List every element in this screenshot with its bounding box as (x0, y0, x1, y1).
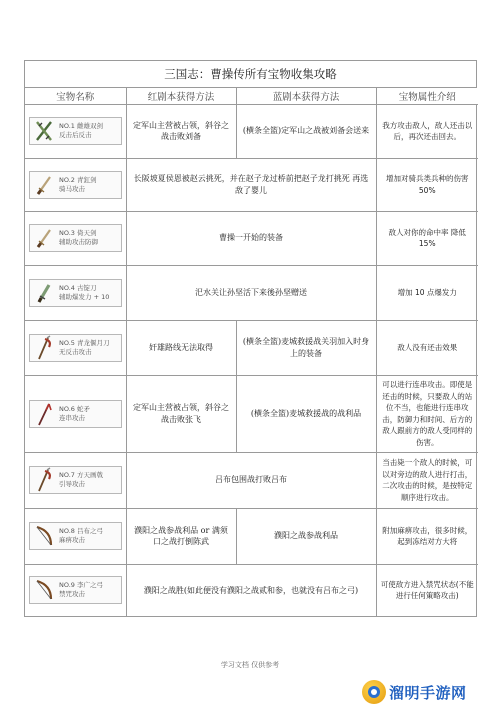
table-row (25, 452, 478, 508)
spear-icon (33, 401, 55, 427)
bow-icon (33, 577, 55, 603)
halberd-icon (33, 467, 55, 493)
treasure-cell (25, 104, 126, 158)
treasure-card (29, 576, 122, 604)
treasure-name: NO.1 雌雄双剑 反击后反击 (59, 122, 103, 139)
site-watermark (362, 680, 490, 704)
table-row (25, 508, 478, 564)
treasure-attribute: 增加 10 点爆发力 (376, 265, 478, 320)
treasure-attribute: 我方攻击敌人，敌人还击以后，再次还击回去。 (376, 104, 478, 158)
table-row (25, 375, 478, 452)
footer-note: 学习文档 仅供参考 (220, 661, 280, 669)
bow-icon (33, 523, 55, 549)
treasure-name: NO.5 青龙偃月刀 无反击攻击 (59, 338, 110, 356)
table-row (25, 211, 478, 265)
treasure-cell (25, 508, 126, 564)
header-blue: 蓝剧本获得方法 (236, 88, 376, 104)
obtain-method-red: 定军山主营被占领，斜谷之战击败刘备 (126, 104, 236, 158)
table-row (25, 265, 478, 320)
obtain-method-both: 汜水关让孙坚活下来後孙坚赠送 (126, 265, 376, 320)
treasure-cell (25, 375, 126, 452)
treasure-guide-table (24, 60, 477, 617)
treasure-name: NO.2 青釭剑 骑马攻击 (59, 175, 97, 193)
sword-icon (33, 225, 55, 251)
table-title: 三国志：曹操传所有宝物收集攻略 (25, 61, 476, 88)
table-row (25, 104, 478, 158)
treasure-table (25, 88, 478, 616)
header-attr: 宝物属性介绍 (376, 88, 478, 104)
treasure-card (29, 224, 122, 252)
treasure-attribute: 敌人没有还击效果 (376, 320, 478, 375)
obtain-method-blue: (横条全篮)麦城救援战的战利品 (236, 375, 376, 452)
treasure-card (29, 522, 122, 550)
obtain-method-red: 定军山主营被占领，斜谷之战击败张飞 (126, 375, 236, 452)
treasure-name: NO.4 古锭刀 辅助爆发力 + 10 (59, 283, 110, 301)
treasure-card (29, 400, 122, 428)
treasure-name: NO.3 倚天剑 辅助攻击防御 (59, 229, 98, 246)
treasure-card (29, 171, 122, 199)
treasure-attribute: 增加对骑兵类兵种的伤害 50% (376, 158, 478, 211)
treasure-name: NO.7 方天画戟 引导攻击 (59, 471, 103, 488)
treasure-cell (25, 320, 126, 375)
treasure-cell (25, 158, 126, 211)
table-row (25, 320, 478, 375)
table-row (25, 564, 478, 616)
obtain-method-blue: 濮阳之战参战利品 (236, 508, 376, 564)
obtain-method-both: 吕布包围战打败吕布 (126, 452, 376, 508)
header-red: 红剧本获得方法 (126, 88, 236, 104)
treasure-attribute: 可以进行连串攻击。即使是还击的时候，只要敌人的站位不当，也能进行连串攻击，防御力和时间、后方的敌人跟前方的敌人受同样的伤害。 (376, 375, 478, 452)
broadsword-icon (33, 280, 55, 306)
treasure-attribute: 当击毙一个敌人的时候，可以对旁边的敌人进行打击，二次攻击的时候，是按特定顺序进行攻击。 (376, 452, 478, 508)
treasure-name: NO.6 蛇矛 连串攻击 (59, 404, 90, 422)
watermark-logo-icon (362, 680, 386, 704)
obtain-method-blue: (横条全篮)定军山之战被刘备会送来 (236, 104, 376, 158)
treasure-card (29, 334, 122, 362)
obtain-method-blue: (横条全篮)麦城救援战关羽加入时身上的装备 (236, 320, 376, 375)
watermark-text: 溜明手游网 (389, 683, 467, 702)
header-name: 宝物名称 (25, 88, 126, 104)
halberd-icon (33, 335, 55, 361)
obtain-method-red: 濮阳之战参战利品 or 满须口之战打倒陈武 (126, 508, 236, 564)
treasure-cell (25, 564, 126, 616)
obtain-method-both: 曹操一开始的装备 (126, 211, 376, 265)
obtain-method-both: 濮阳之战胜(如此便没有濮阳之战贰和参，也就没有吕布之弓) (126, 564, 376, 616)
table-row (25, 158, 478, 211)
sword-icon (33, 172, 55, 198)
treasure-name: NO.8 吕布之弓 麻痹攻击 (59, 527, 103, 544)
treasure-card (29, 466, 122, 494)
header-row (25, 88, 478, 104)
treasure-cell (25, 265, 126, 320)
treasure-attribute: 附加麻痹攻击，很多时候，起到冻结对方大将 (376, 508, 478, 564)
obtain-method-red: 奸雄路线无法取得 (126, 320, 236, 375)
treasure-attribute: 可使敌方进入禁咒状态(不能进行任何策略攻击) (376, 564, 478, 616)
double-swords-icon (33, 118, 55, 144)
treasure-attribute: 敌人对你的命中率 降低 15% (376, 211, 478, 265)
obtain-method-both: 长阪坡夏侯恩被赵云挑死，并在赵子龙过桥前把赵子龙打挑死 再选敌了婴儿 (126, 158, 376, 211)
treasure-cell (25, 211, 126, 265)
treasure-card (29, 279, 122, 307)
treasure-name: NO.9 李广之弓 禁咒攻击 (59, 581, 103, 599)
treasure-cell (25, 452, 126, 508)
treasure-card (29, 117, 122, 145)
